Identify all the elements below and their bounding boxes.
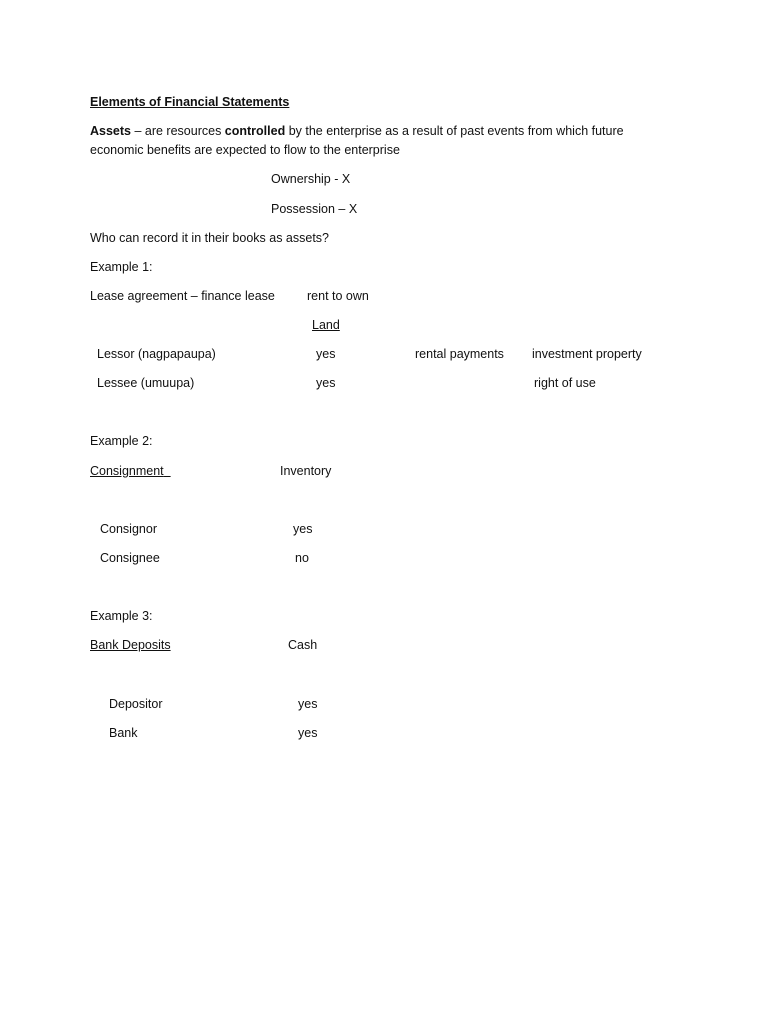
lessee-value: yes — [316, 376, 336, 390]
example-3-title: Bank Deposits — [90, 638, 171, 652]
lessee-classification: right of use — [534, 376, 596, 390]
example-1-asset: Land — [312, 318, 340, 332]
definition-text-b: by the enterprise as a result of past events from which future — [285, 124, 624, 138]
example-1-label: Example 1: — [90, 260, 153, 274]
consignee-value: no — [295, 551, 309, 565]
lessor-note: rental payments — [415, 347, 504, 361]
consignor-party: Consignor — [100, 522, 157, 536]
example-3-asset: Cash — [288, 638, 318, 652]
example-1-subtitle: rent to own — [307, 289, 369, 303]
example-1-title: Lease agreement – finance lease — [90, 289, 275, 303]
lessee-party: Lessee (umuupa) — [97, 376, 195, 390]
depositor-party: Depositor — [109, 697, 163, 711]
bank-value: yes — [298, 726, 318, 740]
example-3-label: Example 3: — [90, 609, 153, 623]
consignor-value: yes — [293, 522, 313, 536]
asset-definition-line-1 — [90, 123, 624, 139]
lessor-value: yes — [316, 347, 336, 361]
recording-question: Who can record it in their books as assets? — [90, 231, 330, 245]
definition-text-a: – are resources — [131, 124, 225, 138]
consignee-party: Consignee — [100, 551, 160, 565]
lessor-party: Lessor (nagpapaupa) — [97, 347, 216, 361]
example-2-label: Example 2: — [90, 434, 153, 448]
bank-party: Bank — [109, 726, 138, 740]
asset-definition-line-2: economic benefits are expected to flow to the enterprise — [90, 143, 400, 157]
term-assets: Assets — [90, 124, 131, 138]
document-heading: Elements of Financial Statements — [90, 95, 290, 109]
example-2-title — [90, 463, 171, 479]
possession-criterion: Possession – X — [271, 202, 358, 216]
ownership-criterion: Ownership - X — [271, 172, 351, 186]
example-2-asset: Inventory — [280, 464, 332, 478]
depositor-value: yes — [298, 697, 318, 711]
term-controlled: controlled — [224, 124, 286, 138]
example-2-title-text: Consignment — [90, 464, 164, 478]
lessor-classification: investment property — [532, 347, 642, 361]
